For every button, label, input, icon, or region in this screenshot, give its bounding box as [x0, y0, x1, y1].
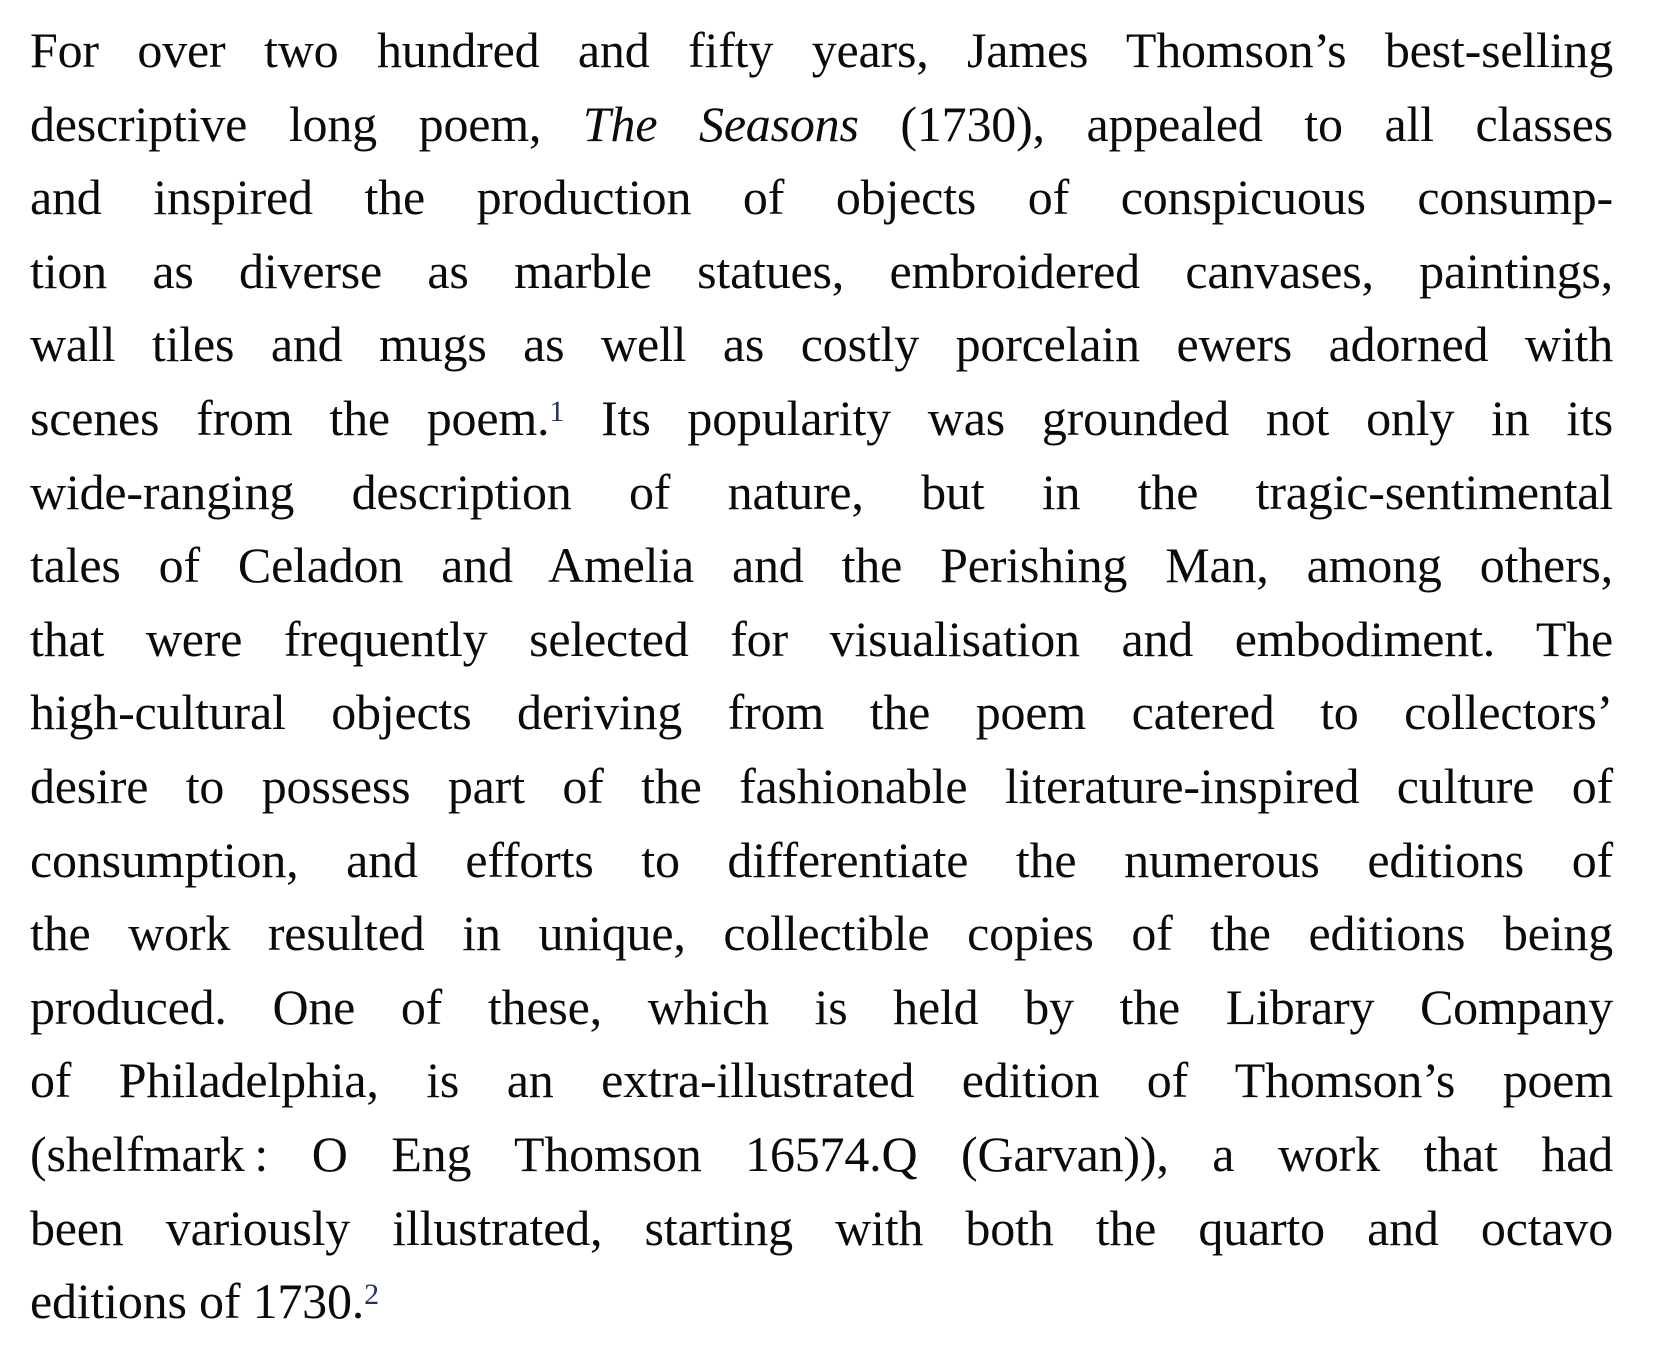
text-line [30, 603, 1613, 677]
text-segment: desire to possess part of the fashionable literature-inspired culture of [30, 757, 1613, 814]
text-line [30, 88, 1613, 162]
text-line [30, 308, 1613, 382]
text-line [30, 529, 1613, 603]
text-segment: scenes from the poem. [30, 389, 550, 446]
text-segment: produced. One of these, which is held by the Library Company [30, 978, 1613, 1035]
text-line [30, 1192, 1613, 1266]
text-segment: editions of 1730. [30, 1273, 365, 1330]
text-segment: wall tiles and mugs as well as costly porcelain ewers adorned with [30, 316, 1613, 373]
text-line [30, 14, 1613, 88]
text-segment: been variously illustrated, starting with both the quarto and octavo [30, 1199, 1613, 1256]
text-segment: the work resulted in unique, collectible copies of the editions being [30, 905, 1613, 962]
text-line [30, 161, 1613, 235]
text-segment: tales of Celadon and Amelia and the Perishing Man, among others, [30, 537, 1613, 594]
footnote-ref-1[interactable]: 1 [549, 394, 565, 428]
text-segment: of Philadelphia, is an extra-illustrated edition of Thomson’s poem [30, 1052, 1613, 1109]
text-line [30, 456, 1613, 530]
text-line [30, 971, 1613, 1045]
text-segment: (1730), appealed to all classes [858, 95, 1613, 152]
text-segment: that were frequently selected for visualisation and embodiment. The [30, 610, 1613, 667]
text-segment: consumption, and efforts to differentiate the numerous editions of [30, 831, 1613, 888]
text-line [30, 897, 1613, 971]
text-segment: high-cultural objects deriving from the poem catered to collectors’ [30, 684, 1613, 741]
text-segment: and inspired the production of objects of conspicuous consump- [30, 169, 1613, 226]
book-title: The Seasons [582, 95, 859, 152]
text-segment: descriptive long poem, [30, 95, 583, 152]
text-segment: Its popularity was grounded not only in its [564, 389, 1613, 446]
footnote-ref-2[interactable]: 2 [364, 1277, 380, 1311]
text-line [30, 1044, 1613, 1118]
text-line [30, 235, 1613, 309]
text-segment: wide-ranging description of nature, but in the tragic-sentimental [30, 463, 1613, 520]
text-segment: (shelfmark : O Eng Thomson 16574.Q (Garvan)), a work that had [30, 1125, 1613, 1182]
text-line [30, 750, 1613, 824]
text-segment: For over two hundred and fifty years, James Thomson’s best-selling [30, 22, 1613, 78]
text-line [30, 824, 1613, 898]
text-line [30, 1118, 1613, 1192]
text-line [30, 676, 1613, 750]
text-line [30, 1265, 1613, 1339]
text-line [30, 382, 1613, 456]
text-segment: tion as diverse as marble statues, embroidered canvases, paintings, [30, 242, 1613, 299]
